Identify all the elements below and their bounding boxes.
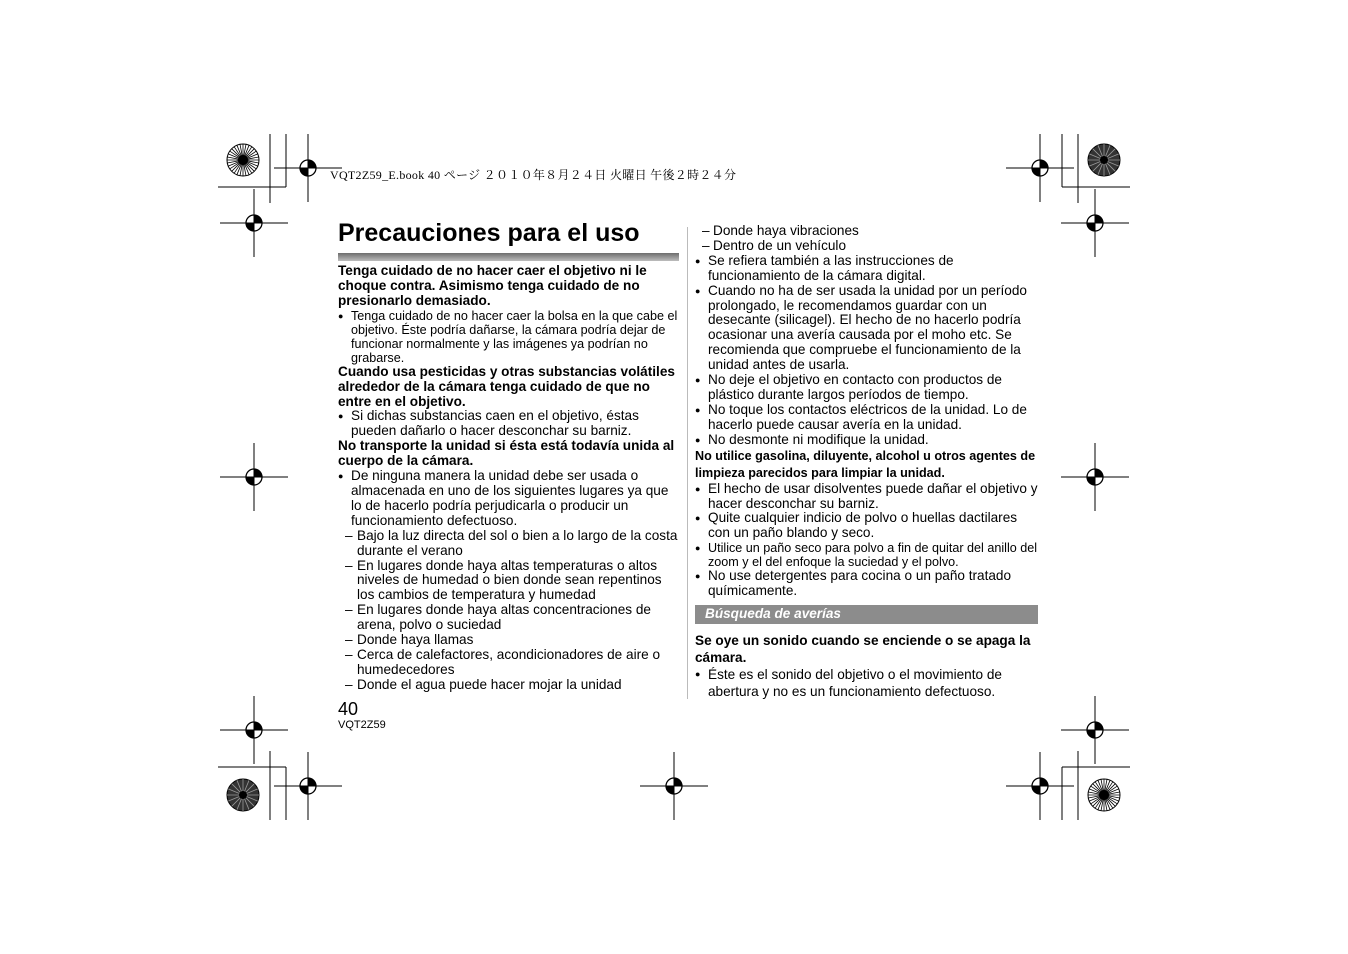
bullet-item: ● No deje el objetivo en contacto con productos de plástico durante largos períodos de tiempo. (695, 373, 1038, 403)
title-underline (338, 253, 679, 261)
registration-mark-icon (640, 752, 708, 820)
dash-item: – Donde haya vibraciones (695, 224, 1038, 239)
bullet-item: ● Se refiera también a las instrucciones de funcionamiento de la cámara digital. (695, 254, 1038, 284)
registration-mark-icon (1061, 189, 1129, 257)
registration-mark-icon (274, 752, 342, 820)
troubleshooting-question: Se oye un sonido cuando se enciende o se apaga la cámara. (695, 632, 1031, 665)
bullet-item: ● Cuando no ha de ser usada la unidad por un período prolongado, le recomendamos guardar con un desecante (silicagel). El hecho de no hacerlo podría ocasionar una avería causada por el moho etc. Se recomienda que compruebe el funcionamiento de la unidad antes de usarla. (695, 284, 1038, 373)
bullet-item: ● Utilice un paño seco para polvo a fin de quitar del anillo del zoom y el del enfoque la suciedad y el polvo. (695, 541, 1038, 569)
dash-item: – Cerca de calefactores, acondicionadores de aire o humedecedores (338, 648, 680, 678)
page-title: Precauciones para el uso (338, 219, 640, 247)
color-target-icon (227, 144, 259, 176)
registration-mark-icon (1006, 752, 1074, 820)
dash-item: – Dentro de un vehículo (695, 239, 1038, 254)
bullet-item: ● El hecho de usar disolventes puede dañar el objetivo y hacer desconchar su barniz. (695, 482, 1038, 512)
caution-heading: Cuando usa pesticidas y otras substancias volátiles alrededor de la cámara tenga cuidado de que no entre en el objetivo. (338, 363, 675, 409)
dash-item: – Donde el agua puede hacer mojar la unidad (338, 678, 680, 693)
bullet-item: ● No toque los contactos eléctricos de la unidad. Lo de hacerlo puede causar avería en la unidad. (695, 403, 1038, 433)
right-column (695, 224, 1038, 700)
registration-mark-icon (1006, 134, 1074, 202)
registration-mark-icon (1061, 696, 1129, 764)
bullet-item: ● No use detergentes para cocina o un paño tratado químicamente. (695, 569, 1038, 599)
registration-mark-icon (220, 189, 288, 257)
registration-mark-icon (1061, 443, 1129, 511)
registration-mark-icon (220, 696, 288, 764)
page-number: 40 (338, 699, 359, 719)
bullet-item: ● De ninguna manera la unidad debe ser usada o almacenada en uno de los siguientes lugares ya que lo de hacerlo podría perjudicarla o producir un funcionamiento defectuoso. (338, 469, 680, 529)
color-target-icon (1088, 779, 1120, 811)
model-code: VQT2Z59 (338, 719, 386, 731)
caution-heading: No transporte la unidad si ésta está todavía unida al cuerpo de la cámara. (338, 438, 675, 469)
dash-item: – En lugares donde haya altas concentraciones de arena, polvo o suciedad (338, 603, 680, 633)
bullet-item: ● Quite cualquier indicio de polvo o huellas dactilares con un paño blando y seco. (695, 511, 1038, 541)
bullet-item: ● Si dichas substancias caen en el objetivo, éstas pueden dañarlo o hacer desconchar su barniz. (338, 409, 680, 439)
section-header-troubleshooting: Búsqueda de averías (695, 605, 1038, 624)
registration-mark-icon (220, 443, 288, 511)
print-file-header: VQT2Z59_E.book 40 ページ ２０１０年８月２４日 火曜日 午後２時２４分 (330, 168, 737, 182)
column-divider (687, 227, 688, 699)
caution-heading: Tenga cuidado de no hacer caer el objetivo ni le choque contra. Asimismo tenga cuidado de no presionarlo demasiado. (338, 263, 647, 308)
dash-item: – En lugares donde haya altas temperaturas o altos niveles de humedad o bien donde sean repentinos los cambios de temperatura y humedad (338, 559, 680, 604)
bullet-item: ● Tenga cuidado de no hacer caer la bolsa en la que cabe el objetivo. Éste podría dañarse, la cámara podría dejar de funcionar normalmente y las imágenes ya podrían no grabarse. (338, 309, 680, 365)
color-target-icon (1088, 144, 1120, 176)
bullet-item: ● No desmonte ni modifique la unidad. (695, 433, 1038, 448)
dash-item: – Bajo la luz directa del sol o bien a lo largo de la costa durante el verano (338, 529, 680, 559)
bullet-item: ● Éste es el sonido del objetivo o el movimiento de abertura y no es un funcionamiento defectuoso. (695, 666, 1038, 700)
caution-heading: No utilice gasolina, diluyente, alcohol u otros agentes de limpieza parecidos para limpiar la unidad. (695, 448, 1036, 480)
dash-item: – Donde haya llamas (338, 633, 680, 648)
color-target-icon (227, 779, 259, 811)
left-column (338, 264, 680, 693)
